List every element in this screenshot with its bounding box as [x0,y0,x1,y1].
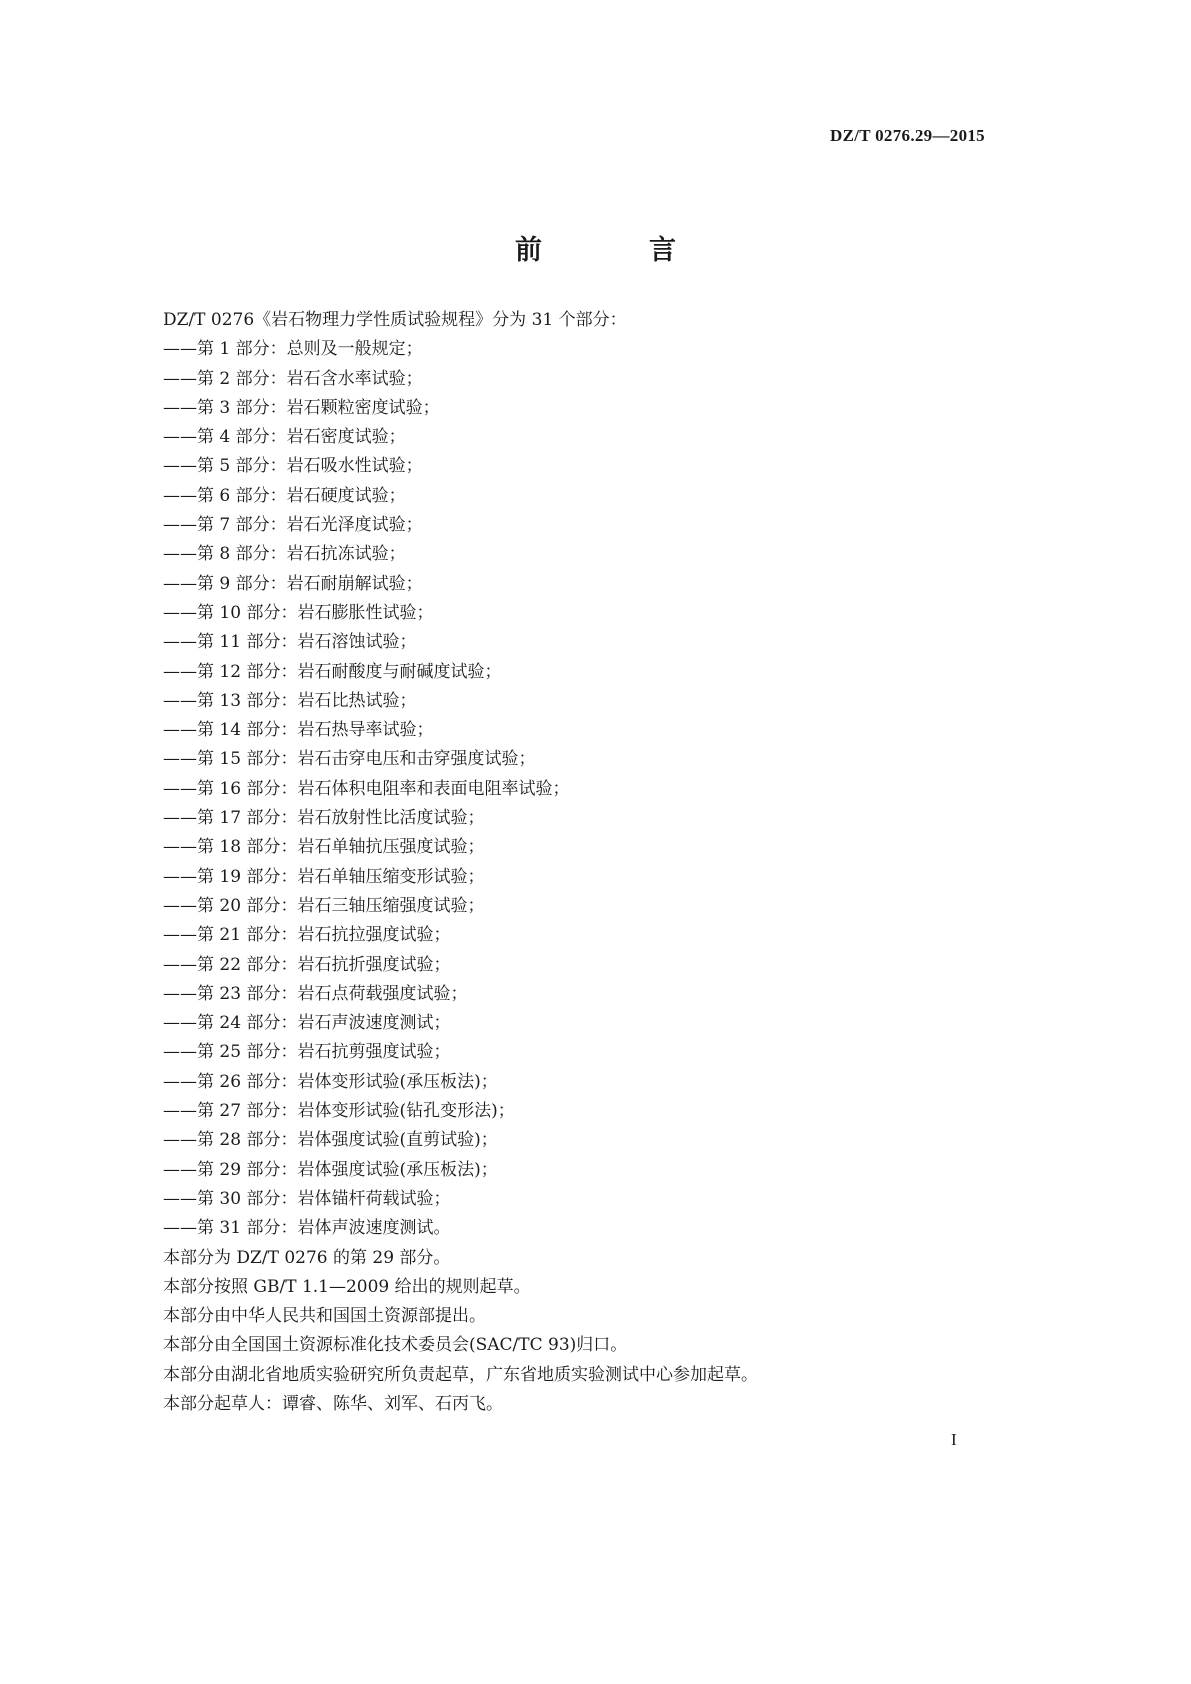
list-item: ——第 25 部分：岩石抗剪强度试验； [163,1042,451,1063]
list-item: ——第 6 部分：岩石硬度试验； [163,485,406,506]
list-item: ——第 29 部分：岩体强度试验(承压板法)； [163,1159,498,1180]
list-item: ——第 12 部分：岩石耐酸度与耐碱度试验； [163,661,502,682]
list-item: ——第 5 部分：岩石吸水性试验； [163,456,423,477]
foreword-paragraphs [163,1244,1043,1420]
intro-line: DZ/T 0276《岩石物理力学性质试验规程》分为 31 个部分： [163,310,627,330]
list-item: ——第 26 部分：岩体变形试验(承压板法)； [163,1071,498,1092]
list-item: ——第 10 部分：岩石膨胀性试验； [163,602,434,623]
list-item: ——第 24 部分：岩石声波速度测试； [163,1013,451,1034]
list-item: ——第 19 部分：岩石单轴压缩变形试验； [163,866,485,887]
list-item: ——第 3 部分：岩石颗粒密度试验； [163,397,440,418]
list-item: ——第 13 部分：岩石比热试验； [163,690,417,711]
page-number: I [951,1430,957,1449]
list-item: ——第 28 部分：岩体强度试验(直剪试验)； [163,1130,498,1151]
standard-code-header: DZ/T 0276.29—2015 [830,126,985,145]
list-item: ——第 2 部分：岩石含水率试验； [163,368,423,389]
list-item: ——第 14 部分：岩石热导率试验； [163,720,434,741]
list-item: ——第 20 部分：岩石三轴压缩强度试验； [163,895,485,916]
list-item: ——第 21 部分：岩石抗拉强度试验； [163,925,451,946]
list-item: ——第 15 部分：岩石击穿电压和击穿强度试验； [163,749,536,770]
list-item: ——第 1 部分：总则及一般规定； [163,339,423,360]
list-item: ——第 16 部分：岩石体积电阻率和表面电阻率试验； [163,778,570,799]
list-item: ——第 17 部分：岩石放射性比活度试验； [163,808,485,829]
paragraph: 本部分由中华人民共和国国土资源部提出。 [163,1306,486,1327]
list-item: ——第 7 部分：岩石光泽度试验； [163,515,423,536]
list-item: ——第 30 部分：岩体锚杆荷载试验； [163,1188,451,1209]
paragraph: 本部分起草人：谭睿、陈华、刘军、石丙飞。 [163,1393,503,1414]
list-item: ——第 31 部分：岩体声波速度测试。 [163,1218,451,1239]
list-item: ——第 27 部分：岩体变形试验(钻孔变形法)； [163,1101,515,1122]
paragraph: 本部分由湖北省地质实验研究所负责起草，广东省地质实验测试中心参加起草。 [163,1364,758,1385]
paragraph: 本部分由全国国土资源标准化技术委员会(SAC/TC 93)归口。 [163,1335,628,1356]
parts-list [163,335,1043,1243]
page-title: 前 言 [515,235,716,266]
paragraph: 本部分为 DZ/T 0276 的第 29 部分。 [163,1247,451,1268]
foreword-body [163,306,1043,1419]
list-item: ——第 8 部分：岩石抗冻试验； [163,544,406,565]
list-item: ——第 22 部分：岩石抗折强度试验； [163,954,451,975]
list-item: ——第 23 部分：岩石点荷载强度试验； [163,983,468,1004]
paragraph: 本部分按照 GB/T 1.1—2009 给出的规则起草。 [163,1276,531,1297]
list-item: ——第 9 部分：岩石耐崩解试验； [163,573,423,594]
list-item: ——第 11 部分：岩石溶蚀试验； [163,632,417,653]
list-item: ——第 4 部分：岩石密度试验； [163,427,406,448]
list-item: ——第 18 部分：岩石单轴抗压强度试验； [163,837,485,858]
